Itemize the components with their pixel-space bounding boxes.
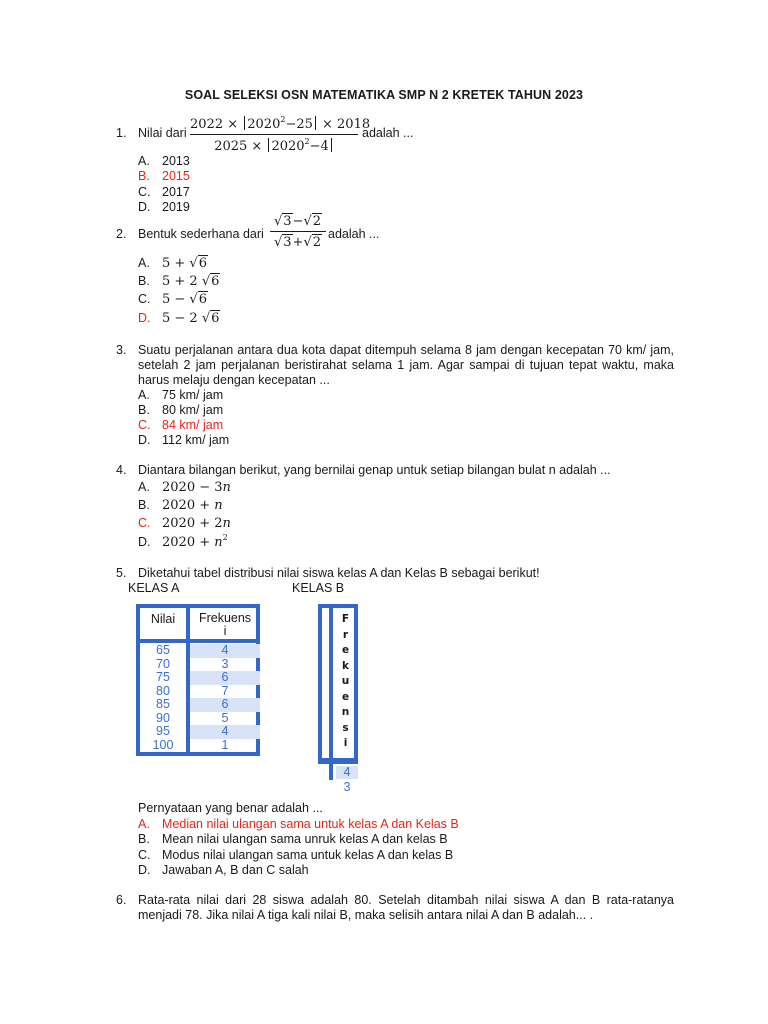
option-letter: C. bbox=[138, 185, 151, 199]
fraction-denominator: $2025 \times 2020^2-4$ bbox=[190, 138, 358, 154]
table-cell: 90 bbox=[156, 711, 170, 725]
table-cell: 4 bbox=[336, 766, 358, 779]
option-letter: B. bbox=[138, 274, 150, 288]
column-header: F r e k u e n s i bbox=[341, 613, 350, 749]
option-letter-answer: A. bbox=[138, 817, 150, 831]
option-expression: 2020 + n bbox=[162, 498, 223, 513]
option-letter: C. bbox=[138, 292, 151, 306]
option-expression: 5 + 2 √6 bbox=[162, 274, 220, 289]
fraction-expression bbox=[270, 214, 326, 250]
column-header: Nilai bbox=[150, 612, 176, 626]
question-text-suffix: adalah ... bbox=[362, 126, 414, 140]
option-letter: A. bbox=[138, 154, 150, 168]
option-expression: 2020 + 2n bbox=[162, 516, 231, 531]
option-letter: D. bbox=[138, 535, 151, 549]
page-title: SOAL SELEKSI OSN MATEMATIKA SMP N 2 KRETEK TAHUN 2023 bbox=[184, 88, 584, 102]
question-text: Diantara bilangan berikut, yang bernilai genap untuk setiap bilangan bulat n adalah ... bbox=[138, 463, 611, 477]
table-cell: 1 bbox=[221, 738, 229, 752]
option-letter: B. bbox=[138, 403, 150, 417]
fraction-denominator: √3+√2 bbox=[273, 235, 322, 250]
question-text-suffix: adalah ... bbox=[328, 227, 380, 241]
option-text: 75 km/ jam bbox=[162, 388, 224, 402]
table-cell: 3 bbox=[221, 657, 229, 671]
table-cell: 100 bbox=[152, 738, 174, 752]
option-letter: A. bbox=[138, 388, 150, 402]
table-cell: 65 bbox=[156, 643, 170, 657]
table-cell: 95 bbox=[156, 724, 170, 738]
option-text: Modus nilai ulangan sama untuk kelas A dan kelas B bbox=[162, 848, 454, 862]
option-text-answer: 84 km/ jam bbox=[162, 418, 224, 432]
column-header: Frekuens i bbox=[198, 611, 252, 638]
option-letter: A. bbox=[138, 256, 150, 270]
question-text: Rata-rata nilai dari 28 siswa adalah 80. Setelah ditambah nilai siswa A dan B rata-ratanya menjadi 78. Jika nilai A tiga kali nilai B, maka selisih antara nilai A dan B adalah... . bbox=[138, 893, 674, 922]
option-text: 2017 bbox=[162, 185, 190, 199]
fraction-numerator: √3−√2 bbox=[273, 214, 322, 229]
option-letter: B. bbox=[138, 832, 150, 846]
fraction-numerator: $2022 \times 2020^2-25 \times 2018$ bbox=[190, 115, 371, 132]
option-expression: 5 − 2 √6 bbox=[162, 311, 220, 326]
question-number: 6. bbox=[116, 893, 127, 907]
option-letter: C. bbox=[138, 848, 151, 862]
option-text-answer: Median nilai ulangan sama untuk kelas A dan Kelas B bbox=[162, 817, 459, 831]
option-letter-answer: D. bbox=[138, 311, 151, 325]
option-letter-answer: B. bbox=[138, 169, 150, 183]
fraction-expression bbox=[190, 115, 371, 154]
option-letter: D. bbox=[138, 433, 151, 447]
question-number: 3. bbox=[116, 343, 127, 357]
option-letter-answer: C. bbox=[138, 418, 151, 432]
table-cell: 6 bbox=[190, 698, 260, 712]
option-letter: B. bbox=[138, 498, 150, 512]
option-expression: 5 + √6 bbox=[162, 256, 207, 271]
question-text: Bentuk sederhana dari bbox=[138, 227, 264, 241]
option-text: 112 km/ jam bbox=[162, 433, 230, 447]
question-number: 2. bbox=[116, 227, 127, 241]
table-a-label: KELAS A bbox=[128, 581, 180, 595]
table-cell: 4 bbox=[190, 644, 260, 658]
option-expression: 2020 − 3n bbox=[162, 480, 231, 495]
question-text: Diketahui tabel distribusi nilai siswa kelas A dan Kelas B sebagai berikut! bbox=[138, 566, 540, 580]
question-text: Suatu perjalanan antara dua kota dapat ditempuh selama 8 jam dengan kecepatan 70 km/ jam, setelah 2 jam perjalanan beristirahat selama 1 jam. Agar sampai di tujuan tepat waktu, maka harus melaju dengan kecepatan ... bbox=[138, 343, 674, 387]
option-expression: $2020 + n^2$ bbox=[162, 533, 228, 550]
table-cell: 4 bbox=[190, 725, 260, 739]
option-text: Mean nilai ulangan sama unruk kelas A dan kelas B bbox=[162, 832, 448, 846]
question-number: 1. bbox=[116, 126, 127, 140]
option-letter: D. bbox=[138, 863, 151, 877]
option-expression: 5 − √6 bbox=[162, 292, 207, 307]
question-number: 4. bbox=[116, 463, 127, 477]
question-number: 5. bbox=[116, 566, 127, 580]
frequency-table-b bbox=[318, 604, 358, 794]
table-cell: 75 bbox=[156, 670, 170, 684]
table-b-label: KELAS B bbox=[292, 581, 345, 595]
table-cell: 3 bbox=[343, 780, 351, 794]
option-letter-answer: C. bbox=[138, 516, 151, 530]
option-letter: D. bbox=[138, 200, 151, 214]
option-text: Jawaban A, B dan C salah bbox=[162, 863, 309, 877]
table-cell: 70 bbox=[156, 657, 170, 671]
option-text-answer: 2015 bbox=[162, 169, 190, 183]
table-cell: 7 bbox=[221, 684, 229, 698]
option-text: 2013 bbox=[162, 154, 190, 168]
table-cell: 85 bbox=[156, 697, 170, 711]
table-cell: 5 bbox=[221, 711, 229, 725]
option-text: 80 km/ jam bbox=[162, 403, 224, 417]
question-prompt: Pernyataan yang benar adalah ... bbox=[138, 801, 323, 815]
option-text: 2019 bbox=[162, 200, 190, 214]
frequency-table-a bbox=[136, 604, 260, 756]
option-letter: A. bbox=[138, 480, 150, 494]
table-cell: 80 bbox=[156, 684, 170, 698]
question-text: Nilai dari bbox=[138, 126, 187, 140]
table-cell: 6 bbox=[190, 671, 260, 685]
